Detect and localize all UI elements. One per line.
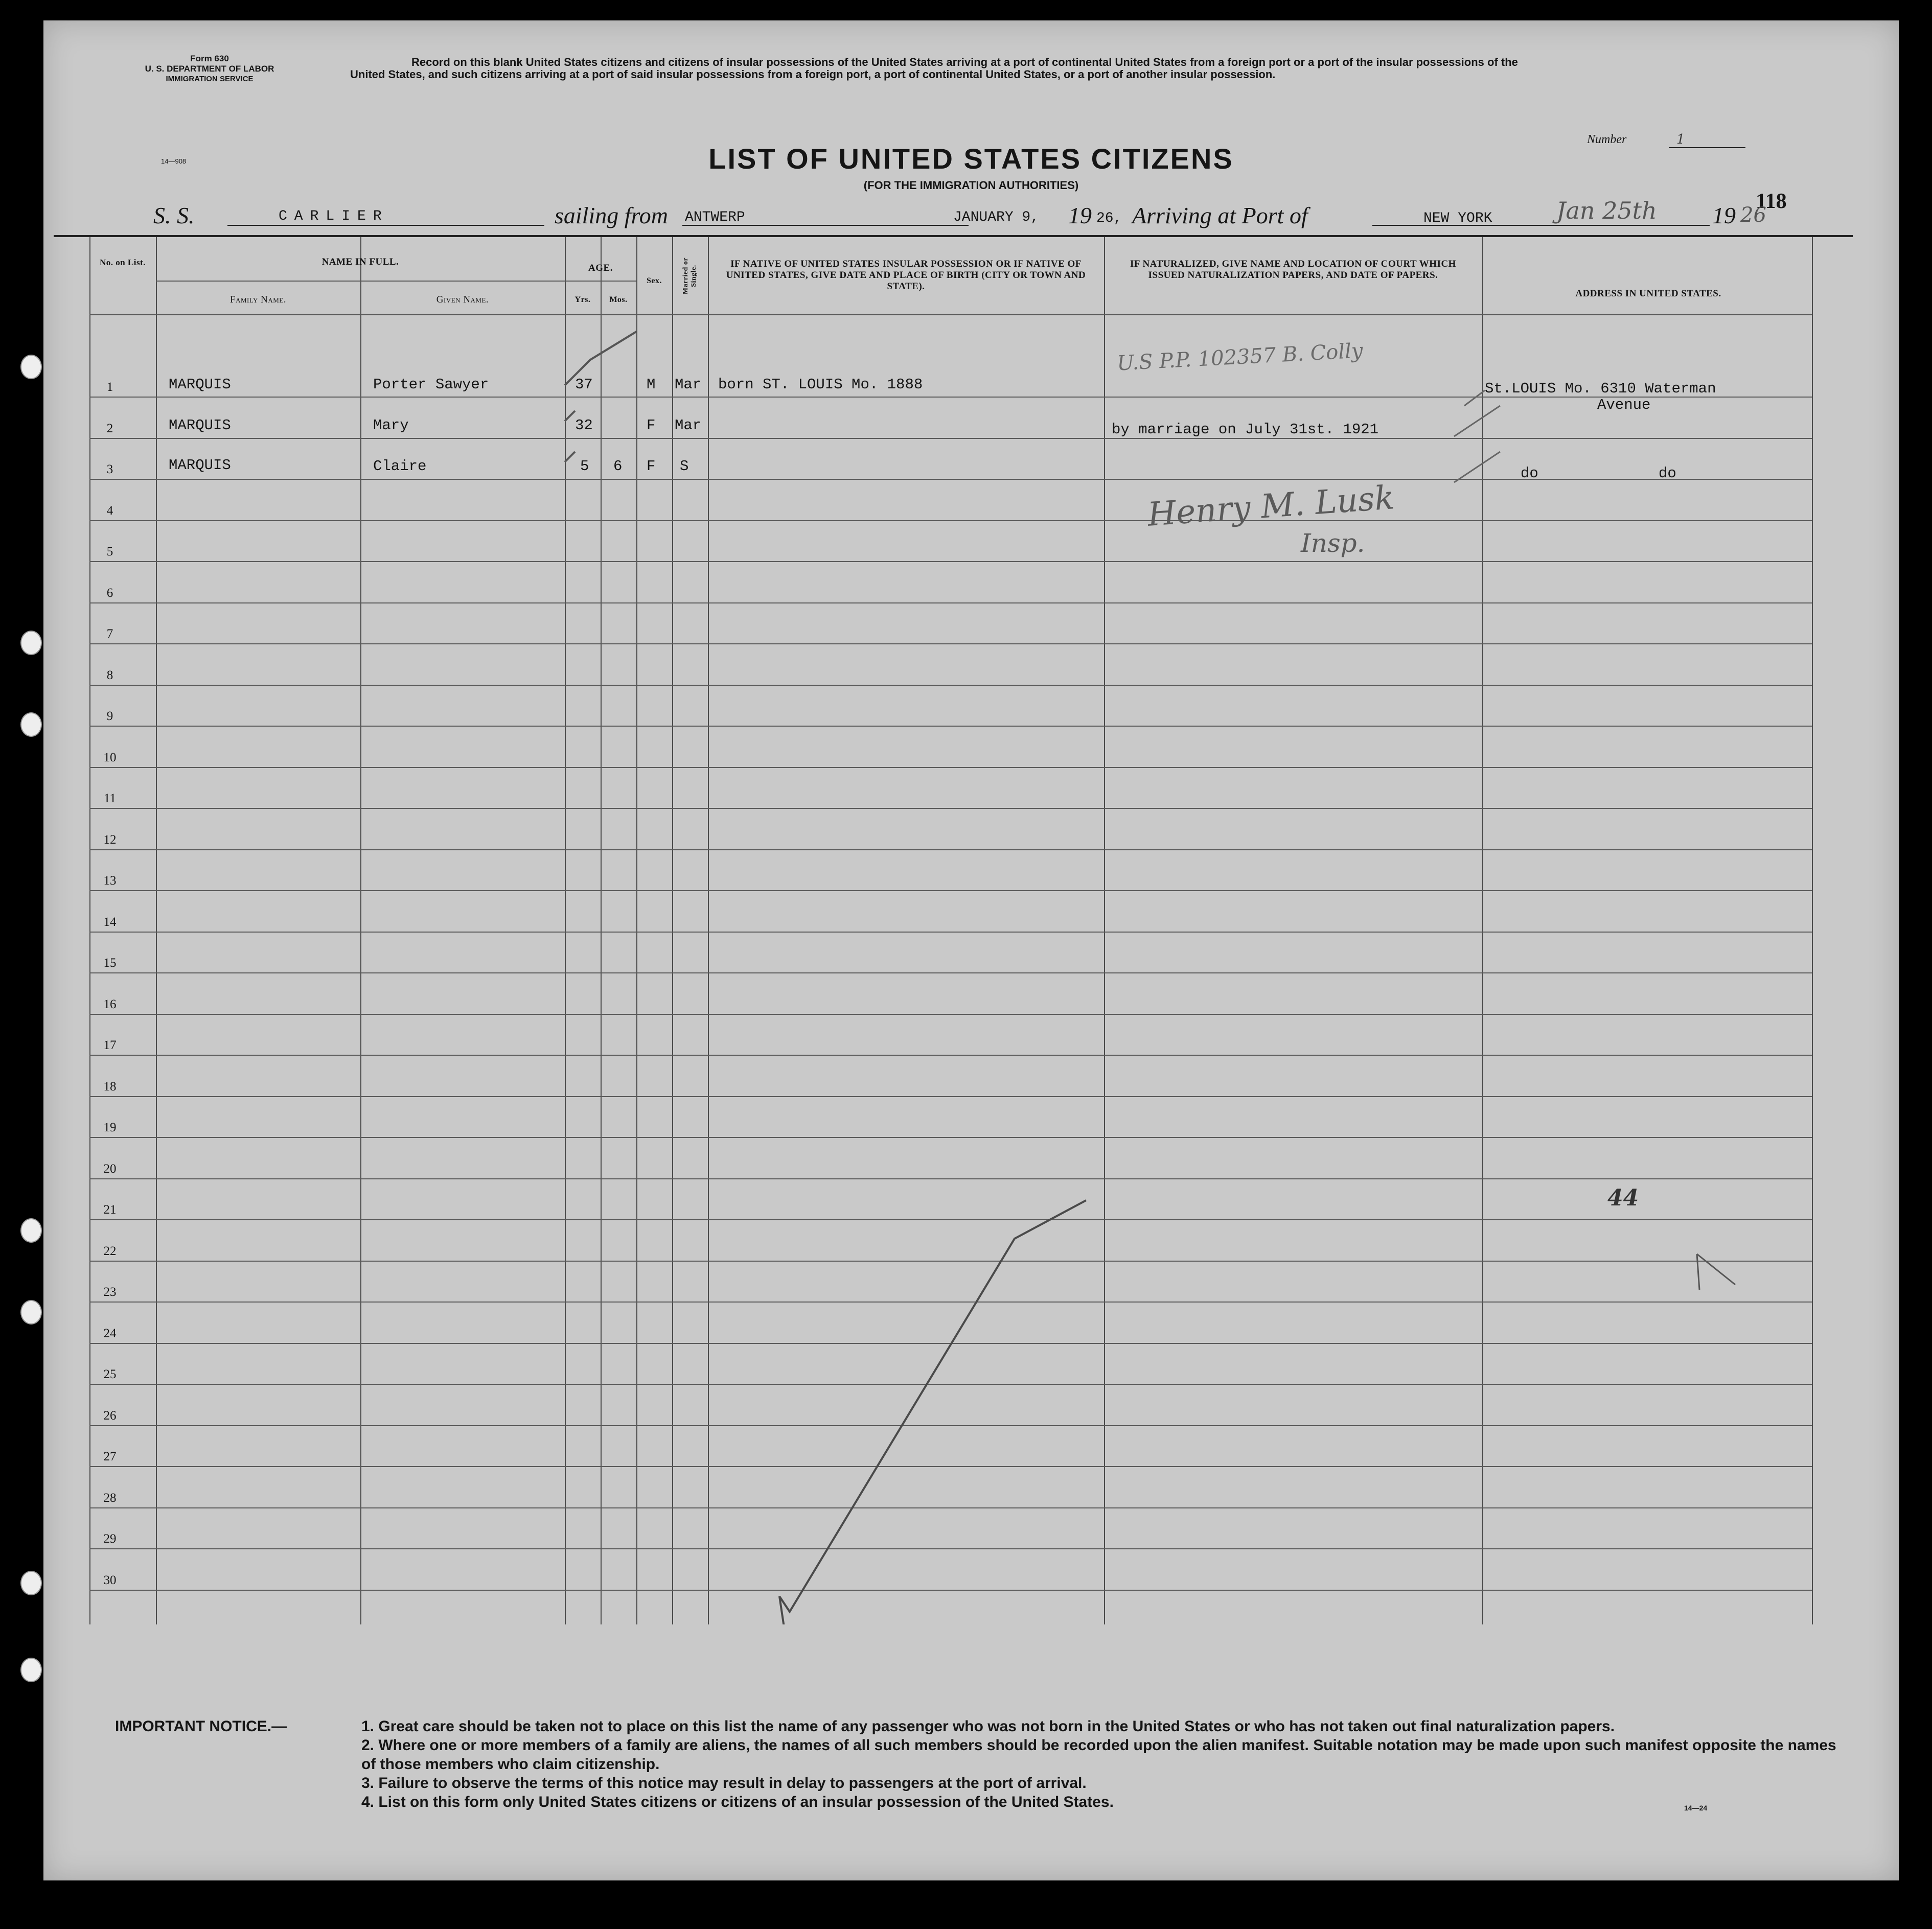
- header-given-name: Given Name.: [436, 294, 489, 305]
- year-suffix: 26,: [1096, 211, 1122, 226]
- row-number: 23: [103, 1285, 117, 1299]
- cell-given-name: Porter Sawyer: [373, 376, 489, 393]
- pencil-flag-icon: [1697, 1254, 1735, 1290]
- check-mark-icon: [1454, 452, 1500, 482]
- binder-hole: [20, 631, 42, 655]
- cell-given-name: Mary: [373, 417, 409, 434]
- row-number: 14: [103, 915, 117, 929]
- header-yrs: Yrs.: [574, 295, 591, 304]
- sailing-from-label: sailing from: [555, 202, 668, 228]
- cell-marital: S: [680, 458, 689, 475]
- tally-mark: 44: [1607, 1185, 1639, 1211]
- row-number: 4: [106, 503, 113, 518]
- row-number: 3: [106, 462, 113, 476]
- row-number: 12: [103, 832, 117, 847]
- cell-naturalized: by marriage on July 31st. 1921: [1112, 421, 1379, 438]
- binder-hole: [20, 355, 42, 379]
- row-number: 19: [103, 1121, 117, 1134]
- row-number: 20: [103, 1161, 117, 1176]
- cell-address: do: [1521, 465, 1538, 482]
- row-number: 29: [103, 1532, 117, 1546]
- arrival-year-suffix: 26: [1740, 203, 1766, 227]
- notice-item-2: 2. Where one or more members of a family are aliens, the names of all such members should be recorded upon the alien manifest. Suitable notation may be made upon such manifest opposite the names of those members who claim citizenship.: [361, 1737, 1836, 1773]
- header-marital: Married or Single.: [682, 257, 698, 295]
- header-family-name: Family Name.: [230, 294, 286, 305]
- manifest-page: [43, 20, 1899, 1880]
- check-mark-icon: [565, 452, 575, 462]
- cell-family-name: MARQUIS: [169, 376, 231, 393]
- year-prefix: 19: [1068, 202, 1092, 228]
- cell-family-name: MARQUIS: [169, 417, 231, 434]
- row-number: 1: [106, 380, 113, 394]
- cell-marital: Mar: [675, 417, 702, 434]
- port-from: ANTWERP: [685, 210, 745, 225]
- header-age: AGE.: [588, 263, 613, 273]
- header-naturalized: IF NATURALIZED, GIVE NAME AND LOCATION OF COURT WHICH ISSUED NATURALIZATION PAPERS, AND DATE OF PAPERS.: [1130, 259, 1456, 281]
- port-to: NEW YORK: [1423, 211, 1492, 226]
- cell-sex: F: [647, 417, 656, 434]
- header-address: ADDRESS IN UNITED STATES.: [1575, 288, 1721, 299]
- binder-hole: [20, 1658, 42, 1682]
- service-name: IMMIGRATION SERVICE: [166, 75, 254, 83]
- arriving-label: Arriving at Port of: [1132, 202, 1308, 228]
- row-number: 21: [103, 1203, 117, 1217]
- row-number: 11: [103, 792, 117, 805]
- row-number: 18: [103, 1079, 117, 1094]
- header-sex: Sex.: [647, 276, 662, 285]
- handwritten-passport-note: U.S P.P. 102357 B. Colly: [1116, 339, 1364, 376]
- cell-birth: born ST. LOUIS Mo. 1888: [718, 376, 923, 393]
- row-number: 10: [103, 750, 117, 764]
- form-number: Form 630: [190, 54, 229, 63]
- binder-hole: [20, 712, 42, 737]
- binder-hole: [20, 273, 42, 297]
- cell-yrs: 37: [575, 376, 593, 393]
- check-mark-icon: [1454, 406, 1500, 436]
- cell-address-cont: Avenue: [1597, 397, 1651, 413]
- cell-mos: 6: [613, 458, 623, 475]
- cell-yrs: 5: [580, 458, 589, 475]
- row-number: 16: [103, 997, 117, 1011]
- notice-item-3: 3. Failure to observe the terms of this notice may result in delay to passengers at the port of arrival.: [361, 1775, 1087, 1792]
- form-reference: [92, 54, 327, 84]
- binder-hole: [20, 1218, 42, 1243]
- ss-label: S. S.: [153, 202, 195, 228]
- row-number: 15: [103, 956, 117, 970]
- row-number: 26: [103, 1408, 117, 1423]
- header-birth: IF NATIVE OF UNITED STATES INSULAR POSSESSION OR IF NATIVE OF UNITED STATES, GIVE DATE AND PLACE OF BIRTH (CITY OR TOWN AND STATE).: [726, 259, 1086, 292]
- row-number: 30: [103, 1573, 117, 1587]
- page-number: 118: [1756, 190, 1787, 213]
- header-no-on-list: No. on List.: [99, 258, 146, 267]
- row-number: 25: [103, 1367, 117, 1381]
- record-instruction: Record on this blank United States citizens and citizens of insular possessions of the United States arriving at a port of continental United States from a foreign port or a port of the insular possessions of the United States, and such citizens arriving at a port of said insular possessions from a foreign port, a port of continental United States, or a port of another insular possession.: [350, 56, 1518, 81]
- row-number: 6: [106, 586, 113, 600]
- row-number: 2: [106, 421, 113, 435]
- cell-given-name: Claire: [373, 458, 427, 475]
- row-number: 8: [106, 668, 113, 682]
- pencil-marks: [54, 237, 1853, 1624]
- cell-sex: F: [647, 458, 656, 475]
- row-number: 5: [106, 545, 113, 559]
- header-mos: Mos.: [609, 295, 628, 304]
- check-mark-icon: [565, 332, 636, 385]
- binder-hole: [20, 1300, 42, 1324]
- number-label: Number: [1587, 133, 1627, 146]
- header-name-in-full: NAME IN FULL.: [321, 257, 399, 267]
- cell-family-name: MARQUIS: [169, 457, 231, 474]
- page-title: LIST OF UNITED STATES CITIZENS: [708, 143, 1234, 175]
- row-number: 28: [103, 1491, 117, 1505]
- cell-marital: Mar: [675, 376, 702, 393]
- sail-date: JANUARY 9,: [953, 210, 1040, 225]
- print-code: 14—908: [161, 157, 187, 165]
- cell-address-ditto: do: [1659, 465, 1676, 482]
- department-name: U. S. DEPARTMENT OF LABOR: [145, 64, 274, 74]
- check-mark-icon: [565, 411, 575, 421]
- row-number: 22: [103, 1244, 117, 1258]
- row-number: 17: [103, 1038, 117, 1052]
- cell-sex: M: [647, 376, 656, 393]
- row-number: 9: [106, 709, 113, 723]
- notice-item-4: 4. List on this form only United States citizens or citizens of an insular possession of the United States.: [361, 1794, 1114, 1810]
- cell-yrs: 32: [575, 417, 593, 434]
- arrival-year-prefix: 19: [1712, 202, 1736, 228]
- row-number: 27: [103, 1450, 117, 1463]
- inspector-signature: Henry M. Lusk: [1146, 479, 1396, 534]
- arrival-date-handwritten: Jan 25th: [1556, 197, 1657, 224]
- row-number: 7: [106, 627, 113, 641]
- binder-hole: [20, 1571, 42, 1595]
- notice-item-1: 1. Great care should be taken not to place on this list the name of any passenger who was not born in the United States or who has not taken out final naturalization papers.: [361, 1718, 1615, 1735]
- ship-name-underline: [227, 225, 544, 226]
- large-check-slash-icon: [779, 1200, 1086, 1624]
- notice-form-code: 14—24: [1684, 1804, 1708, 1812]
- number-value: 1: [1676, 132, 1685, 147]
- inspector-title: Insp.: [1301, 528, 1365, 558]
- row-number: 24: [103, 1326, 117, 1340]
- page-subtitle: (FOR THE IMMIGRATION AUTHORITIES): [863, 179, 1079, 192]
- notice-heading: IMPORTANT NOTICE.—: [115, 1718, 287, 1735]
- check-mark-icon: [1464, 390, 1485, 406]
- ship-name: CARLIER: [279, 208, 389, 224]
- cell-address: St.LOUIS Mo. 6310 Waterman: [1485, 380, 1716, 397]
- row-number: 13: [103, 874, 117, 888]
- port-to-underline: [1372, 225, 1710, 226]
- manifest-table: [54, 235, 1853, 1624]
